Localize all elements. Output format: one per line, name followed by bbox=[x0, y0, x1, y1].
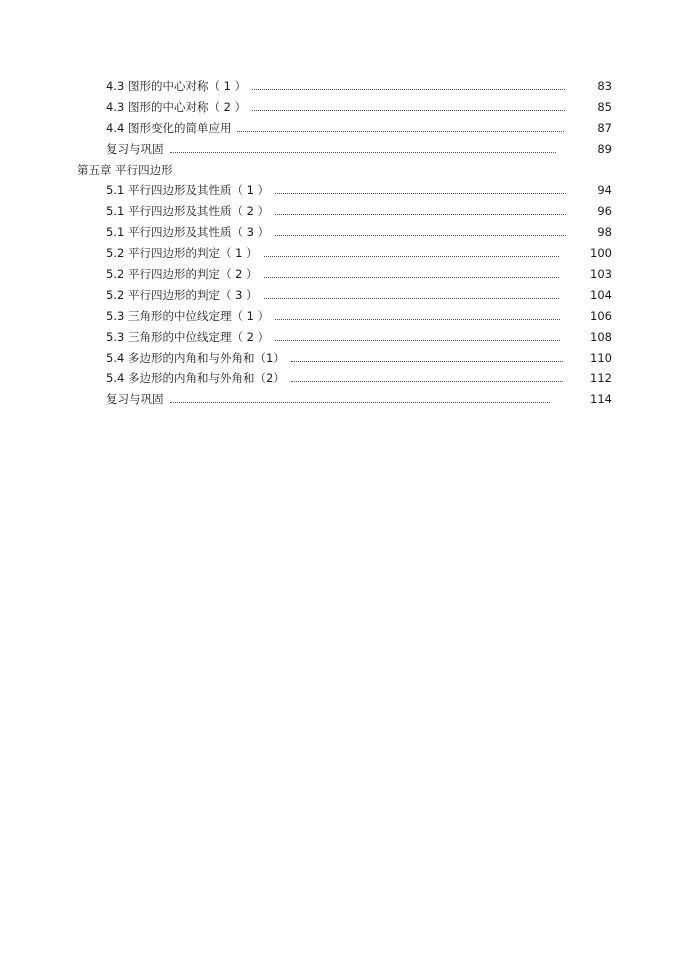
dot-leader bbox=[275, 235, 566, 236]
dot-leader bbox=[275, 214, 566, 215]
toc-page-number: 98 bbox=[597, 225, 612, 240]
toc-entry[interactable] bbox=[0, 222, 688, 243]
toc-entry-title: 5.4 多边形的内角和与外角和（2） bbox=[106, 371, 285, 386]
dot-leader bbox=[252, 110, 565, 111]
toc-entry[interactable] bbox=[0, 180, 688, 201]
toc-entry[interactable] bbox=[0, 285, 688, 306]
toc-page-number: 85 bbox=[597, 99, 612, 114]
toc-entry[interactable] bbox=[0, 327, 688, 348]
toc-entry[interactable] bbox=[0, 368, 688, 389]
dot-leader bbox=[264, 256, 559, 257]
chapter-title: 第五章 平行四边形 bbox=[77, 162, 173, 177]
dot-leader bbox=[264, 298, 559, 299]
dot-leader bbox=[291, 361, 563, 362]
toc-entry-title: 4.3 图形的中心对称（ 2 ） bbox=[106, 99, 247, 114]
toc-page-number: 112 bbox=[590, 371, 612, 386]
dot-leader bbox=[264, 277, 559, 278]
toc-entry-title: 4.4 图形变化的简单应用 bbox=[106, 120, 232, 135]
toc-entry[interactable] bbox=[0, 389, 688, 410]
table-of-contents bbox=[0, 76, 688, 410]
toc-entry-title: 5.1 平行四边形及其性质（ 2 ） bbox=[106, 204, 270, 219]
dot-leader bbox=[252, 89, 565, 90]
toc-page-number: 110 bbox=[590, 350, 612, 365]
toc-page-number: 94 bbox=[597, 183, 612, 198]
toc-entry[interactable] bbox=[0, 118, 688, 139]
toc-entry-title: 5.2 平行四边形的判定（ 3 ） bbox=[106, 287, 258, 302]
toc-entry-title: 复习与巩固 bbox=[106, 392, 164, 407]
toc-entry[interactable] bbox=[0, 264, 688, 285]
toc-entry-title: 5.2 平行四边形的判定（ 1 ） bbox=[106, 246, 258, 261]
toc-entry[interactable] bbox=[0, 306, 688, 327]
toc-entry-title: 复习与巩固 bbox=[106, 141, 164, 156]
dot-leader bbox=[170, 402, 550, 403]
toc-entry[interactable] bbox=[0, 97, 688, 118]
toc-entry-title: 5.1 平行四边形及其性质（ 3 ） bbox=[106, 225, 270, 240]
toc-page-number: 87 bbox=[597, 120, 612, 135]
toc-page-number: 96 bbox=[597, 204, 612, 219]
toc-entry-title: 5.4 多边形的内角和与外角和（1） bbox=[106, 350, 285, 365]
toc-entry-title: 5.2 平行四边形的判定（ 2 ） bbox=[106, 267, 258, 282]
toc-entry[interactable] bbox=[0, 139, 688, 160]
dot-leader bbox=[170, 152, 556, 153]
dot-leader bbox=[237, 131, 564, 132]
toc-entry-title: 5.1 平行四边形及其性质（ 1 ） bbox=[106, 183, 270, 198]
dot-leader bbox=[275, 319, 560, 320]
toc-page-number: 103 bbox=[590, 267, 612, 282]
toc-page-number: 100 bbox=[590, 246, 612, 261]
toc-page-number: 106 bbox=[590, 308, 612, 323]
toc-entry[interactable] bbox=[0, 243, 688, 264]
toc-entry-title: 5.3 三角形的中位线定理（ 2 ） bbox=[106, 329, 270, 344]
toc-page-number: 104 bbox=[590, 287, 612, 302]
toc-entry[interactable] bbox=[0, 348, 688, 369]
toc-entry-title: 5.3 三角形的中位线定理（ 1 ） bbox=[106, 308, 270, 323]
toc-page-number: 108 bbox=[590, 329, 612, 344]
dot-leader bbox=[275, 340, 560, 341]
toc-entry[interactable] bbox=[0, 76, 688, 97]
toc-entry[interactable] bbox=[0, 201, 688, 222]
dot-leader bbox=[275, 193, 566, 194]
dot-leader bbox=[291, 381, 563, 382]
toc-chapter-heading bbox=[0, 160, 688, 181]
toc-entry-title: 4.3 图形的中心对称（ 1 ） bbox=[106, 79, 247, 93]
toc-page-number: 83 bbox=[597, 79, 612, 93]
toc-page-number: 114 bbox=[590, 392, 612, 407]
toc-page-number: 89 bbox=[597, 141, 612, 156]
